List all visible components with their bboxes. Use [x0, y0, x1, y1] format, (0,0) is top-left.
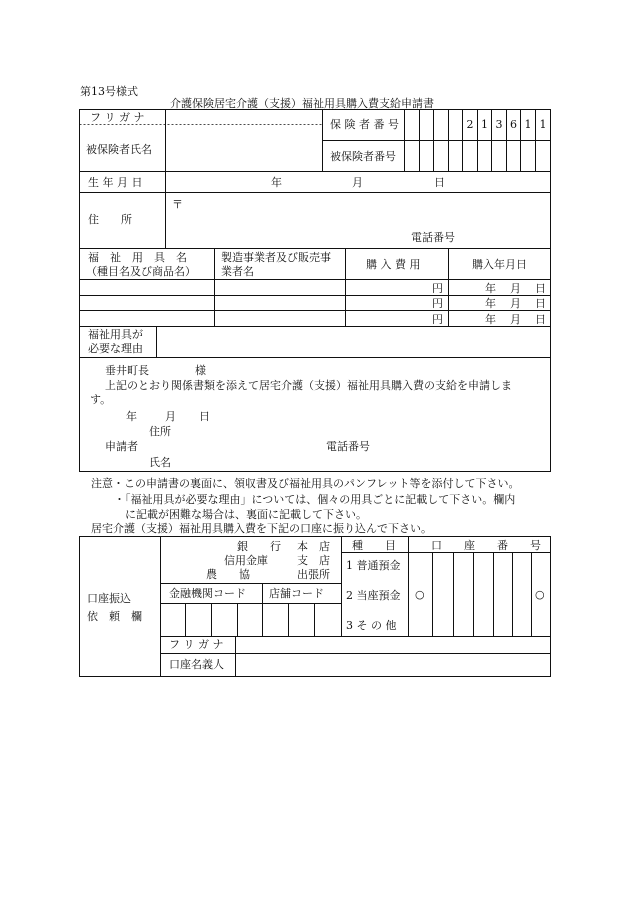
applicant-name-label: 氏名: [149, 456, 171, 469]
inst-type-bank: 銀 行: [237, 540, 281, 553]
note-line3: に記載が困難な場合は、裏面に記載して下さい。: [125, 508, 367, 521]
insurer-digit: 2: [466, 118, 474, 131]
account-type-other[interactable]: 3 そ の 他: [346, 619, 397, 632]
branch-type-office: 出張所: [297, 568, 330, 581]
insurer-digit: 6: [510, 118, 517, 131]
yen-unit: 円: [432, 313, 443, 326]
branch-type-branch: 支 店: [297, 554, 330, 567]
purchase-day: 日: [535, 297, 546, 310]
yen-unit: 円: [432, 282, 443, 295]
branch-code-label: 店舗コード: [269, 587, 324, 600]
insurer-digit: 1: [539, 118, 547, 131]
maker-header: 製造事業者及び販売事: [221, 251, 331, 264]
purchase-month: 月: [510, 282, 521, 295]
postal-mark: 〒: [172, 198, 183, 211]
account-type-current[interactable]: 2 当座預金: [346, 589, 401, 602]
purchase-year: 年: [485, 282, 496, 295]
account-type-ordinary[interactable]: 1 普通預金: [346, 559, 401, 572]
holder-furigana-label: フ リ ガ ナ: [169, 638, 224, 651]
yen-unit: 円: [432, 297, 443, 310]
branch-type-main: 本 店: [297, 540, 330, 553]
reason-label-cont: 必要な理由: [88, 342, 143, 355]
insurer-digit: 3: [495, 118, 503, 131]
honorific: 様: [195, 364, 206, 377]
furigana-label: フ リ ガ ナ: [90, 111, 145, 124]
insured-name-label: 被保険者氏名: [86, 143, 152, 156]
insurer-number-label: 保 険 者 番 号: [330, 118, 399, 131]
applicant-label: 申請者: [105, 440, 138, 453]
application-day: 日: [199, 410, 210, 423]
birth-date-label: 生 年 月 日: [88, 176, 143, 189]
purchase-day: 日: [535, 313, 546, 326]
account-type-header: 種 目: [352, 539, 396, 552]
item-name-subheader: （種目名及び商品名）: [86, 265, 196, 278]
insured-number-label: 被保険者番号: [330, 150, 396, 163]
bank-section-label-cont: 依 頼 欄: [87, 610, 142, 623]
phone-label: 電話番号: [411, 231, 455, 244]
insurer-digit: 1: [481, 118, 488, 131]
insurer-digit: 1: [524, 118, 532, 131]
application-year: 年: [126, 410, 137, 423]
birth-day: 日: [434, 176, 445, 189]
form-title: 介護保険居宅介護（支援）福祉用具購入費支給申請書: [170, 97, 434, 110]
bank-section-label: 口座振込: [87, 592, 131, 605]
birth-month: 月: [352, 176, 363, 189]
purchase-date-header: 購入年月日: [472, 258, 527, 271]
purchase-month: 月: [510, 297, 521, 310]
statement-line1: 上記のとおり関係書類を添えて居宅介護（支援）福祉用具購入費の支給を申請しま: [105, 379, 512, 392]
account-holder-label: 口座名義人: [169, 658, 224, 671]
birth-year: 年: [271, 176, 282, 189]
statement-line2: す。: [90, 393, 112, 406]
purchase-month: 月: [510, 313, 521, 326]
account-number-header: 口 座 番 号: [431, 539, 541, 552]
purchase-year: 年: [485, 313, 496, 326]
maker-header-cont: 業者名: [221, 265, 254, 278]
inst-code-label: 金融機関コード: [169, 587, 246, 600]
inst-type-agri: 農 協: [206, 568, 250, 581]
item-name-header: 福 祉 用 具 名: [88, 251, 187, 264]
note-line1: 注意・この申請書の裏面に、領収書及び福祉用具のパンフレット等を添付して下さい。: [91, 477, 520, 490]
applicant-phone-label: 電話番号: [326, 440, 370, 453]
insured-name-field[interactable]: [166, 125, 322, 171]
reason-label: 福祉用具が: [88, 328, 143, 341]
inst-type-credit: 信用金庫: [224, 554, 268, 567]
purchase-year: 年: [485, 297, 496, 310]
circle-mark: ○: [415, 588, 425, 601]
addressee: 垂井町長: [105, 364, 149, 377]
circle-mark: ○: [535, 588, 545, 601]
form-number: 第13号様式: [80, 85, 138, 98]
cost-header: 購 入 費 用: [366, 258, 421, 271]
note-line2: ・「福祉用具が必要な理由」については、個々の用具ごとに記載して下さい。欄内: [114, 493, 516, 506]
transfer-instruction: 居宅介護（支援）福祉用具購入費を下記の口座に振り込んで下さい。: [91, 522, 432, 535]
address-label: 住 所: [88, 213, 132, 226]
application-month: 月: [165, 410, 176, 423]
purchase-day: 日: [535, 282, 546, 295]
applicant-address-label: 住所: [149, 425, 171, 438]
account-holder-field[interactable]: [236, 654, 550, 676]
